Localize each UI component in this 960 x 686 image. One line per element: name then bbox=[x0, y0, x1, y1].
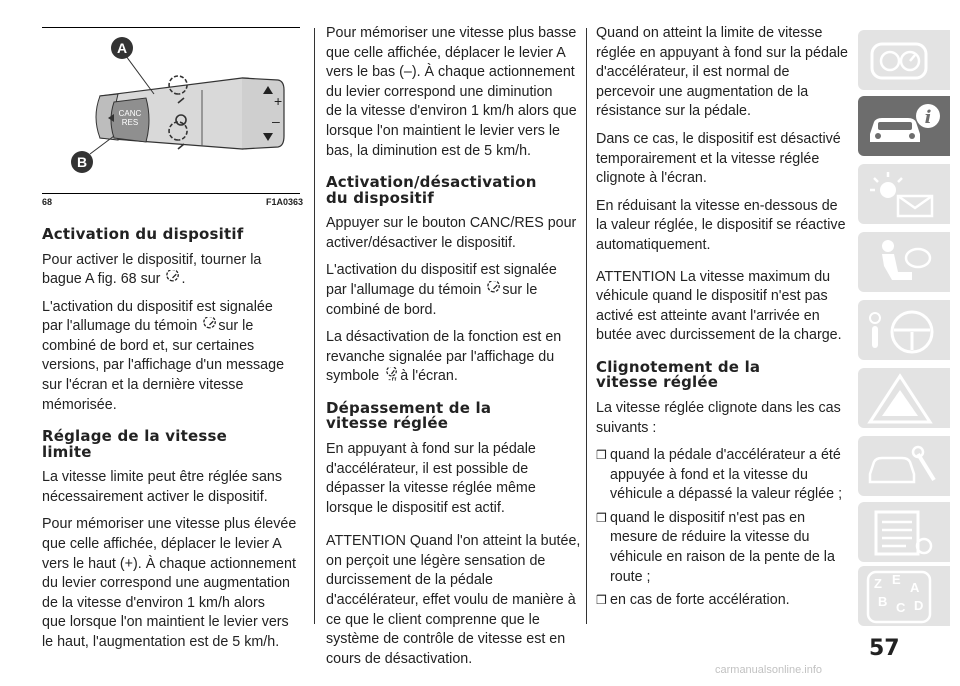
minus-sign: – bbox=[272, 113, 280, 129]
cruise-control-icon bbox=[164, 270, 181, 284]
heading-speed-flashing: Clignotement de la vitesse réglée bbox=[596, 357, 761, 392]
warning-light-mail-icon bbox=[858, 164, 950, 224]
tab-car-info[interactable] bbox=[858, 96, 950, 156]
paragraph-flashing-cases: La vitesse réglée clignote dans les cas suivants : bbox=[596, 399, 841, 436]
tab-warning-lights[interactable] bbox=[858, 164, 950, 224]
paragraph-activation-signal-2: L'activation du dispositif est signalée par l'allumage du témoin sur le combiné de bord. bbox=[326, 262, 557, 318]
res-label: RES bbox=[121, 118, 139, 127]
heading-activation-deactivation: Activation/désactivation du dispositif bbox=[326, 173, 537, 207]
figure-bottom-rule bbox=[42, 193, 300, 194]
tab-safety[interactable] bbox=[858, 232, 950, 292]
column-3 bbox=[596, 24, 854, 615]
list-item: ❒ quand le dispositif n'est pas en mesure de réduire la vitesse du véhicule en raison de la pente de la route ; bbox=[596, 509, 854, 587]
watermark: carmanualsonline.info bbox=[715, 664, 823, 676]
svg-text:Z: Z bbox=[874, 576, 882, 591]
paragraph-attention-1: ATTENTION Quand l'on atteint la butée, on perçoit une légère sensation de durcissement de la pédale d'accélérateur, effet voulu de manière à ce que le client comprenne que le système de contrôle de vitesse est en cours de désactivation. bbox=[326, 533, 581, 667]
paragraph-activation-signal: L'activation du dispositif est signalée par l'allumage du témoin sur le combiné de bord et, sur certaines versions, par l'affichage d'un message sur l'écran et la dernière vitesse mémorisée. bbox=[42, 298, 285, 413]
cruise-lever-figure bbox=[42, 28, 302, 208]
warning-triangle-icon bbox=[858, 368, 950, 428]
svg-text:D: D bbox=[914, 598, 924, 613]
column-2 bbox=[326, 24, 582, 677]
paragraph-canc-res: Appuyer sur le bouton CANC/RES pour activer/désactiver le dispositif. bbox=[326, 215, 577, 251]
checkbox-bullet-icon: ❒ bbox=[596, 510, 607, 525]
canc-label: CANC bbox=[118, 109, 142, 118]
callout-b-label: B bbox=[76, 154, 88, 170]
paragraph-decrease-speed: Pour mémoriser une vitesse plus basse que celle affichée, déplacer le levier A vers le bas (–). À chaque actionnement du levier correspond une diminution de la vitesse d'environ 1 km/h alors que lorsque l'on maintient le levier vers le bas, la diminution est de 5 km/h. bbox=[326, 25, 577, 159]
column-divider-1 bbox=[314, 28, 315, 624]
tab-driving[interactable] bbox=[858, 300, 950, 360]
alphabet-index-icon bbox=[858, 566, 950, 626]
cruise-control-icon bbox=[485, 281, 502, 295]
checkbox-bullet-icon: ❒ bbox=[596, 593, 607, 608]
car-info-icon bbox=[858, 96, 950, 156]
plus-sign: + bbox=[274, 93, 283, 109]
specs-list-icon bbox=[858, 502, 950, 562]
steering-wheel-icon bbox=[858, 300, 950, 360]
airbag-seat-icon bbox=[858, 232, 950, 292]
paragraph-limit-reached: Quand on atteint la limite de vitesse réglée en appuyant à fond sur la pédale d'accélérateur, il est normal de percevoir une augmentation de la résistance sur la pédale. bbox=[596, 25, 848, 120]
svg-text:i: i bbox=[924, 107, 932, 128]
heading-activation: Activation du dispositif bbox=[42, 225, 244, 243]
heading-speed-overrun: Dépassement de la vitesse réglée bbox=[326, 398, 492, 433]
column-divider-2 bbox=[586, 28, 587, 624]
svg-text:B: B bbox=[878, 594, 888, 609]
list-item: ❒ en cas de forte accélération. bbox=[596, 591, 854, 611]
svg-text:E: E bbox=[892, 572, 901, 587]
figure-number: 68 bbox=[42, 197, 53, 207]
tab-technical-data[interactable] bbox=[858, 502, 950, 562]
callout-a-label: A bbox=[116, 40, 128, 56]
figure-code: F1A0363 bbox=[266, 197, 304, 207]
cruise-control-off-icon bbox=[383, 367, 400, 381]
tab-index[interactable] bbox=[858, 566, 950, 626]
column-1 bbox=[42, 227, 308, 661]
paragraph-deactivation: La désactivation de la fonction est en revanche signalée par l'affichage du symbole à l'écran. bbox=[326, 329, 562, 385]
paragraph-reactivation: En réduisant la vitesse en-dessous de la valeur réglée, le dispositif se réactive automatiquement. bbox=[596, 197, 846, 253]
checkbox-bullet-icon: ❒ bbox=[596, 448, 607, 463]
page-number: 57 bbox=[869, 636, 900, 661]
paragraph-overrun: En appuyant à fond sur la pédale d'accélérateur, il est possible de dépasser la vitesse réglée même lorsque le dispositif est actif. bbox=[326, 440, 536, 516]
paragraph-activate-ring: Pour activer le dispositif, tourner la bague A fig. 68 sur . bbox=[42, 251, 262, 288]
paragraph-limit-setting: La vitesse limite peut être réglée sans nécessairement activer le dispositif. bbox=[42, 469, 282, 505]
callout-a-line bbox=[126, 56, 154, 94]
tab-emergency[interactable] bbox=[858, 368, 950, 428]
dashboard-gauge-icon bbox=[858, 30, 950, 90]
heading-speed-limit: Réglage de la vitesse limite bbox=[42, 427, 227, 461]
paragraph-temp-deactivated: Dans ce cas, le dispositif est désactivé temporairement et la vitesse réglée clignote à l'écran. bbox=[596, 130, 841, 187]
cruise-control-icon bbox=[201, 317, 218, 331]
svg-text:C: C bbox=[896, 600, 906, 615]
tab-dashboard[interactable] bbox=[858, 30, 950, 90]
car-wrench-icon bbox=[858, 436, 950, 496]
svg-text:A: A bbox=[910, 580, 920, 595]
list-item: ❒ quand la pédale d'accélérateur a été appuyée à fond et la vitesse du véhicule a dépassé la valeur réglée ; bbox=[596, 446, 854, 505]
paragraph-attention-2: ATTENTION La vitesse maximum du véhicule quand le dispositif n'est pas activé est atteinte avant l'arrivée en butée avec durcissement de la charge. bbox=[596, 268, 842, 344]
paragraph-increase-speed: Pour mémoriser une vitesse plus élevée que celle affichée, déplacer le levier A vers le haut (+). À chaque actionnement du levier correspond une augmentation de la vitesse d'environ 1 km/h alors que lorsque l'on maintient le levier vers le haut, l'augmentation est de 5 km/h. bbox=[42, 516, 297, 650]
tab-maintenance[interactable] bbox=[858, 436, 950, 496]
